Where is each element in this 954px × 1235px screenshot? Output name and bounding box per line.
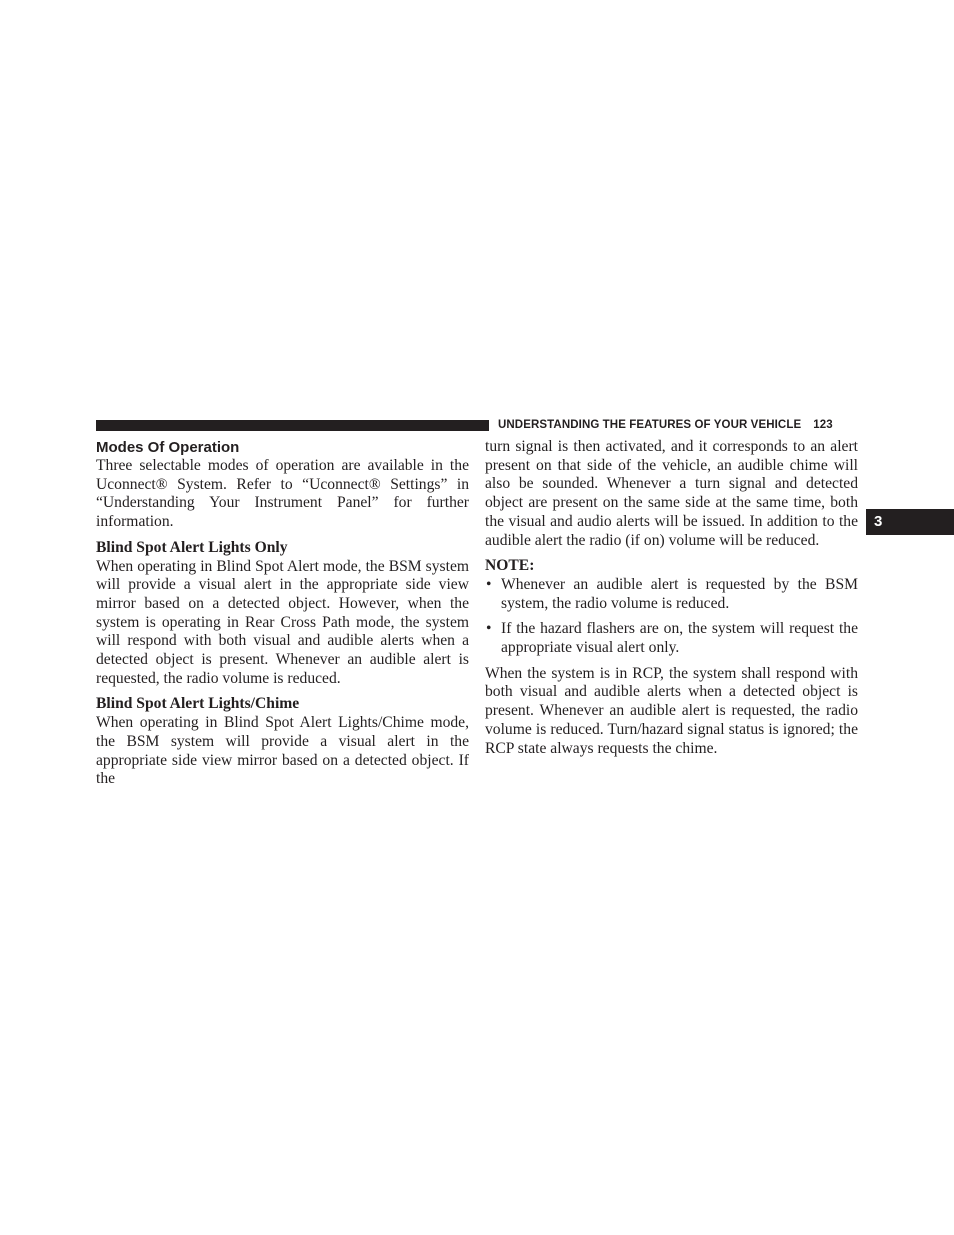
bullet-icon: • [486,575,492,593]
chapter-tab [866,509,954,535]
page-number: 123 [813,419,833,431]
list-item [485,620,858,657]
lights-chime-paragraph: When operating in Blind Spot Alert Lights/Chime mode, the BSM system will provide a visual alert in the appropriate side view mirror based on a detected object. If the [96,714,469,788]
rcp-paragraph: When the system is in RCP, the system shall respond with both visual and audible alerts when a detected object is present. Whenever an audible alert is requested, the radio volume is reduced. Turn/hazard signal status is ignored; the RCP state always requests the chime. [485,664,858,757]
left-column [96,438,469,789]
lights-only-paragraph: When operating in Blind Spot Alert mode, the BSM system will provide a visual alert in the appropriate side view mirror based on a detected object. However, when the system is operating in Rear Cross Path mode, the system will respond with both visual and audible alerts when a detected object is present. Whenever an audible alert is requested, the radio volume is reduced. [96,557,469,687]
note-bullet-text: Whenever an audible alert is requested by the BSM system, the radio volume is reduced. [501,575,858,612]
header-rule [96,420,489,431]
list-item [485,576,858,613]
note-bullet-text: If the hazard flashers are on, the system will request the appropriate visual alert only. [501,620,858,657]
subsection-title-lights-chime: Blind Spot Alert Lights/Chime [96,695,300,713]
right-column [485,438,858,758]
chapter-number: 3 [874,513,883,530]
continued-paragraph: turn signal is then activated, and it corresponds to an alert present on that side of the vehicle, an audible chime will also be sounded. Whenever a turn signal and detected object are present on the same side at the same time, both the visual and audio alerts will be issued. In addition to the audible alert the radio (if on) volume will be reduced. [485,438,858,549]
running-title: UNDERSTANDING THE FEATURES OF YOUR VEHICLE [498,419,802,431]
bullet-icon: • [486,620,492,638]
note-list [485,576,858,658]
intro-paragraph: Three selectable modes of operation are available in the Uconnect® System. Refer to “Uconnect® Settings” in “Understanding Your Instrument Panel” for further information. [96,457,469,531]
note-label: NOTE: [485,557,535,575]
subsection-title-lights-only: Blind Spot Alert Lights Only [96,538,288,556]
running-header [498,418,858,432]
section-title: Modes Of Operation [96,439,240,456]
